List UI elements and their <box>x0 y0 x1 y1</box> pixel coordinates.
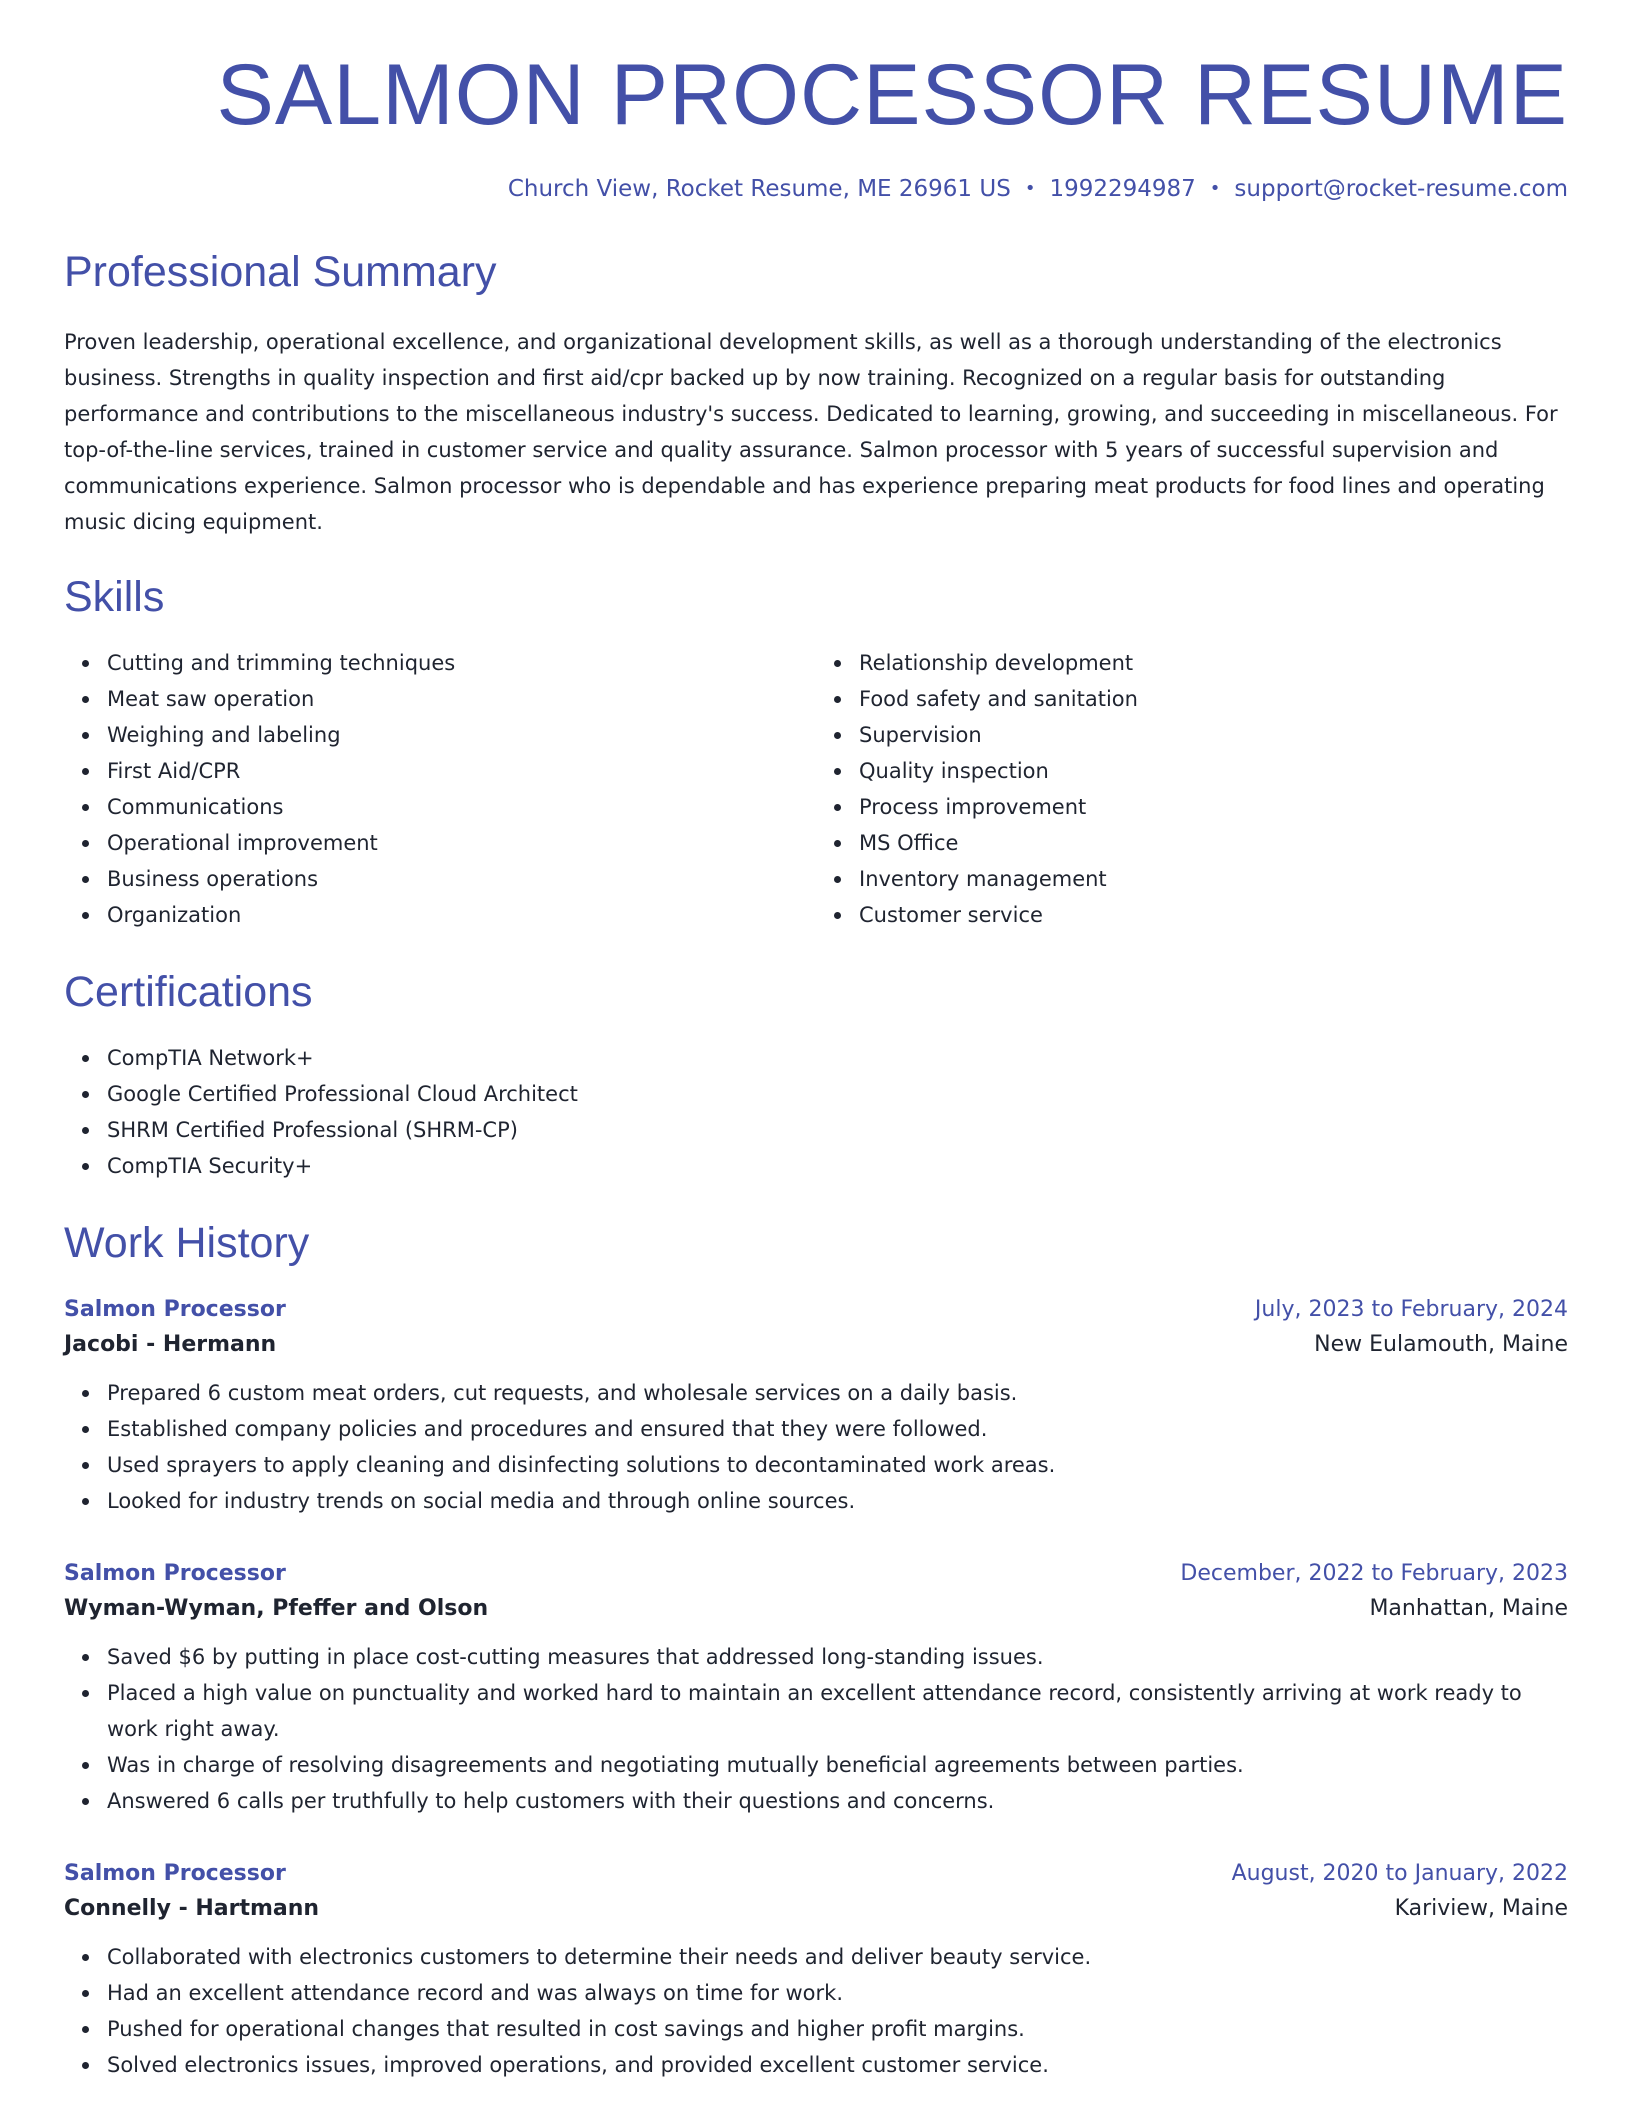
skill-item: Cutting and trimming techniques <box>107 645 816 681</box>
job-bullets <box>64 1639 1568 1819</box>
job-title-row <box>64 1559 1568 1589</box>
job-bullet: Was in charge of resolving disagreements and negotiating mutually beneficial agreements between parties. <box>107 1747 1568 1783</box>
job-company-row <box>64 1325 1568 1365</box>
contact-separator: • <box>1024 178 1036 199</box>
job-entry <box>64 1295 1568 1519</box>
job-location: Kariview, Maine <box>1394 1896 1568 1921</box>
job-bullet: Established company policies and procedures and ensured that they were followed. <box>107 1411 1568 1447</box>
job-bullet: Pushed for operational changes that resulted in cost savings and higher profit margins. <box>107 2011 1568 2047</box>
skill-item: Communications <box>107 789 816 825</box>
job-title: Salmon Processor <box>64 1297 286 1322</box>
skill-item: First Aid/CPR <box>107 753 816 789</box>
skill-item: MS Office <box>859 825 1568 861</box>
contact-address: Church View, Rocket Resume, ME 26961 US <box>507 176 1011 202</box>
certification-item: CompTIA Security+ <box>107 1148 1568 1184</box>
skill-item: Relationship development <box>859 645 1568 681</box>
skill-item: Weighing and labeling <box>107 717 816 753</box>
skill-item: Customer service <box>859 897 1568 933</box>
job-title: Salmon Processor <box>64 1861 286 1886</box>
skill-item: Food safety and sanitation <box>859 681 1568 717</box>
certification-item: SHRM Certified Professional (SHRM-CP) <box>107 1112 1568 1148</box>
job-bullet: Saved $6 by putting in place cost-cutting measures that addressed long-standing issues. <box>107 1639 1568 1675</box>
job-bullet: Used sprayers to apply cleaning and disinfecting solutions to decontaminated work areas. <box>107 1447 1568 1483</box>
job-bullet: Looked for industry trends on social media and through online sources. <box>107 1483 1568 1519</box>
job-bullet: Had an excellent attendance record and was always on time for work. <box>107 1975 1568 2011</box>
job-title-row <box>64 1859 1568 1889</box>
skill-item: Quality inspection <box>859 753 1568 789</box>
job-dates: August, 2020 to January, 2022 <box>1231 1861 1568 1886</box>
contact-separator: • <box>1209 178 1221 199</box>
skills-list-right <box>816 645 1568 933</box>
skills-columns <box>64 645 1568 933</box>
contact-line <box>64 178 1568 201</box>
job-entry <box>64 1859 1568 2083</box>
job-bullet: Answered 6 calls per truthfully to help customers with their questions and concerns. <box>107 1783 1568 1819</box>
skill-item: Process improvement <box>859 789 1568 825</box>
job-bullet: Prepared 6 custom meat orders, cut requests, and wholesale services on a daily basis. <box>107 1375 1568 1411</box>
skill-item: Inventory management <box>859 861 1568 897</box>
job-dates: July, 2023 to February, 2024 <box>1254 1297 1568 1322</box>
skills-list-left <box>64 645 816 933</box>
resume-header <box>64 0 1568 201</box>
skill-item: Meat saw operation <box>107 681 816 717</box>
certification-item: Google Certified Professional Cloud Architect <box>107 1076 1568 1112</box>
job-company: Wyman-Wyman, Pfeffer and Olson <box>64 1596 489 1621</box>
job-company: Connelly - Hartmann <box>64 1896 320 1921</box>
skill-item: Organization <box>107 897 816 933</box>
certifications-list <box>64 1040 1568 1184</box>
contact-phone: 1992294987 <box>1049 176 1196 202</box>
job-location: Manhattan, Maine <box>1369 1596 1568 1621</box>
skill-item: Operational improvement <box>107 825 816 861</box>
job-title: Salmon Processor <box>64 1561 286 1586</box>
job-company-row <box>64 1589 1568 1629</box>
job-title-row <box>64 1295 1568 1325</box>
job-location: New Eulamouth, Maine <box>1314 1332 1568 1357</box>
summary-text: Proven leadership, operational excellence, and organizational development skills, as well as a thorough understanding of the electronics business. Strengths in quality inspection and first aid/cpr backed up by now training. Recognized on a regular basis for outstanding performance and contributions to the miscellaneous industry's success. Dedicated to learning, growing, and succeeding in miscellaneous. For top-of-the-line services, trained in customer service and quality assurance. Salmon processor with 5 years of successful supervision and communications experience. Salmon processor who is dependable and has experience preparing meat products for food lines and operating music dicing equipment. <box>64 330 1558 534</box>
job-bullet: Collaborated with electronics customers to determine their needs and deliver beauty service. <box>107 1939 1568 1975</box>
summary-heading: Professional Summary <box>64 248 497 296</box>
certifications-heading: Certifications <box>64 968 313 1016</box>
job-bullet: Solved electronics issues, improved operations, and provided excellent customer service. <box>107 2047 1568 2083</box>
job-bullets <box>64 1375 1568 1519</box>
skills-heading: Skills <box>64 573 165 621</box>
job-dates: December, 2022 to February, 2023 <box>1180 1561 1568 1586</box>
skill-item: Supervision <box>859 717 1568 753</box>
contact-email[interactable]: support@rocket-resume.com <box>1234 176 1568 202</box>
job-bullet: Placed a high value on punctuality and worked hard to maintain an excellent attendance record, consistently arriving at work ready to work right away. <box>107 1675 1568 1747</box>
certification-item: CompTIA Network+ <box>107 1040 1568 1076</box>
skill-item: Business operations <box>107 861 816 897</box>
work-history-heading: Work History <box>64 1219 310 1267</box>
resume-name: SALMON PROCESSOR RESUME <box>216 47 1568 143</box>
job-bullets <box>64 1939 1568 2083</box>
job-company: Jacobi - Hermann <box>64 1332 277 1357</box>
job-company-row <box>64 1889 1568 1929</box>
job-entry <box>64 1559 1568 1819</box>
